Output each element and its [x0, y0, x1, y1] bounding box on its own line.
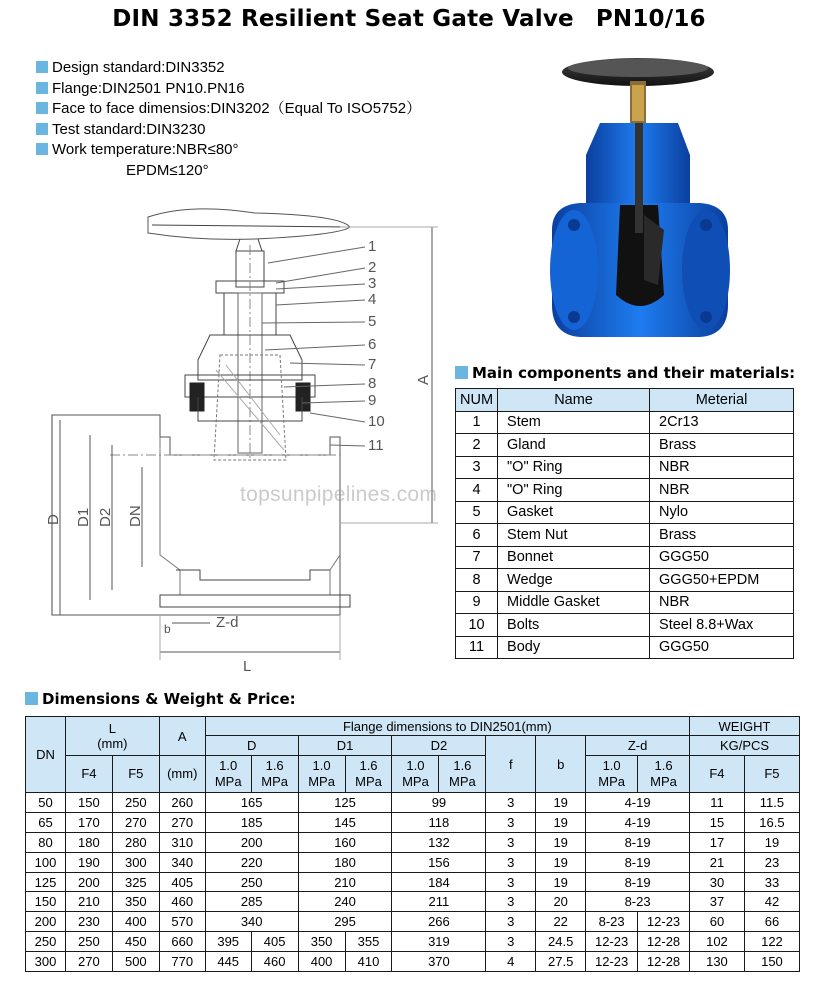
- table-cell: 460: [251, 952, 298, 972]
- table-cell: 250: [112, 793, 159, 813]
- table-cell: 16.5: [744, 812, 799, 832]
- table-cell: Wedge: [498, 569, 650, 592]
- materials-table: [455, 388, 794, 659]
- table-cell: NBR: [650, 591, 794, 614]
- table-cell: 150: [26, 892, 66, 912]
- dim-label-zd: Z-d: [216, 614, 239, 631]
- table-cell: 80: [26, 832, 66, 852]
- table-cell: 3: [456, 456, 498, 479]
- table-cell: 23: [744, 852, 799, 872]
- table-cell: 8-19: [586, 832, 690, 852]
- table-cell: 350: [112, 892, 159, 912]
- table-cell: 355: [345, 932, 392, 952]
- table-cell: Gasket: [498, 501, 650, 524]
- table-cell: 210: [65, 892, 112, 912]
- table-cell: 102: [690, 932, 745, 952]
- table-row: [26, 793, 800, 813]
- table-cell: 3: [486, 832, 536, 852]
- table-cell: 1: [456, 411, 498, 434]
- table-cell: 260: [159, 793, 205, 813]
- table-header-cell: F4: [65, 756, 112, 793]
- callout-number: 11: [368, 437, 384, 454]
- table-cell: 150: [65, 793, 112, 813]
- materials-heading: Main components and their materials:: [455, 364, 795, 382]
- table-row: [26, 912, 800, 932]
- table-cell: 30: [690, 872, 745, 892]
- table-row: [26, 872, 800, 892]
- table-header-cell: 1.6 MPa: [439, 756, 486, 793]
- callout-number: 3: [368, 275, 377, 292]
- table-cell: 500: [112, 952, 159, 972]
- valve-cross-section-drawing: [40, 205, 445, 680]
- table-cell: Bonnet: [498, 546, 650, 569]
- table-cell: 19: [536, 832, 586, 852]
- table-cell: 19: [536, 872, 586, 892]
- bullet-square-icon: [36, 143, 48, 155]
- table-cell: 270: [65, 952, 112, 972]
- dimensions-body: [26, 793, 800, 972]
- table-row: [26, 852, 800, 872]
- table-header-cell: 1.6 MPa: [251, 756, 298, 793]
- table-cell: 310: [159, 832, 205, 852]
- table-cell: 12-23: [586, 952, 638, 972]
- table-row: [456, 501, 794, 524]
- callout-number: 7: [368, 356, 377, 373]
- table-cell: Stem Nut: [498, 524, 650, 547]
- table-header-row: [26, 756, 800, 793]
- table-row: [26, 812, 800, 832]
- table-cell: 190: [65, 852, 112, 872]
- table-cell: 66: [744, 912, 799, 932]
- callout-number: 9: [368, 392, 377, 409]
- table-header-cell: WEIGHT: [690, 717, 800, 736]
- table-cell: 3: [486, 812, 536, 832]
- table-header-cell: 1.0 MPa: [298, 756, 345, 793]
- table-cell: Nylo: [650, 501, 794, 524]
- dim-label-a: A: [415, 374, 432, 385]
- table-cell: 8-19: [586, 852, 690, 872]
- table-cell: 300: [112, 852, 159, 872]
- dimensions-heading: Dimensions & Weight & Price:: [25, 690, 296, 708]
- table-cell: Middle Gasket: [498, 591, 650, 614]
- table-header-cell: 1.6 MPa: [638, 756, 690, 793]
- table-cell: 132: [392, 832, 486, 852]
- table-row: [456, 456, 794, 479]
- table-row: [456, 614, 794, 637]
- table-header-cell: DN: [26, 717, 66, 793]
- table-cell: Brass: [650, 434, 794, 457]
- table-cell: 99: [392, 793, 486, 813]
- table-cell: 12-28: [638, 952, 690, 972]
- table-cell: 200: [26, 912, 66, 932]
- callout-leaders: [262, 247, 365, 446]
- table-cell: 295: [298, 912, 392, 932]
- title-pressure: PN10/16: [595, 6, 706, 32]
- table-cell: 3: [486, 852, 536, 872]
- table-header-cell: 1.6 MPa: [345, 756, 392, 793]
- table-cell: 3: [486, 912, 536, 932]
- table-header-cell: A: [159, 717, 205, 756]
- table-cell: 7: [456, 546, 498, 569]
- table-header-cell: 1.0 MPa: [392, 756, 439, 793]
- table-cell: 180: [298, 852, 392, 872]
- table-header-cell: F5: [744, 756, 799, 793]
- table-cell: 3: [486, 793, 536, 813]
- callout-number: 10: [368, 413, 385, 430]
- spec-item: Design standard:DIN3352: [36, 58, 421, 79]
- page-title: [0, 6, 818, 32]
- table-cell: 4: [486, 952, 536, 972]
- table-cell: 20: [536, 892, 586, 912]
- table-cell: 60: [690, 912, 745, 932]
- table-cell: 270: [159, 812, 205, 832]
- dim-label-d1: D1: [75, 507, 92, 527]
- table-row: [26, 892, 800, 912]
- callout-number: 5: [368, 313, 377, 330]
- callout-number: 1: [368, 238, 377, 255]
- table-cell: 2Cr13: [650, 411, 794, 434]
- table-cell: 770: [159, 952, 205, 972]
- table-cell: 10: [456, 614, 498, 637]
- table-cell: 42: [744, 892, 799, 912]
- table-cell: 170: [65, 812, 112, 832]
- spec-list: [36, 58, 421, 181]
- table-header-cell: F5: [112, 756, 159, 793]
- table-cell: 165: [205, 793, 298, 813]
- table-row: [456, 636, 794, 659]
- table-cell: 8: [456, 569, 498, 592]
- spec-item: Face to face dimensios:DIN3202（Equal To ISO5752）: [36, 99, 421, 120]
- table-cell: Steel 8.8+Wax: [650, 614, 794, 637]
- table-cell: 50: [26, 793, 66, 813]
- table-cell: 211: [392, 892, 486, 912]
- table-header-cell: 1.0 MPa: [586, 756, 638, 793]
- table-cell: 660: [159, 932, 205, 952]
- table-cell: GGG50: [650, 636, 794, 659]
- spec-item: Work temperature:NBR≤80°: [36, 140, 421, 161]
- table-cell: 8-19: [586, 872, 690, 892]
- table-row: [456, 591, 794, 614]
- table-cell: 3: [486, 892, 536, 912]
- table-cell: 285: [205, 892, 298, 912]
- table-cell: 100: [26, 852, 66, 872]
- bullet-square-icon: [25, 692, 38, 705]
- table-cell: 12-23: [638, 912, 690, 932]
- table-header-cell: f: [486, 736, 536, 793]
- table-cell: 3: [486, 872, 536, 892]
- table-cell: 230: [65, 912, 112, 932]
- table-cell: 370: [392, 952, 486, 972]
- bullet-square-icon: [36, 61, 48, 73]
- table-cell: 22: [536, 912, 586, 932]
- table-cell: 19: [536, 793, 586, 813]
- table-cell: 270: [112, 812, 159, 832]
- table-cell: 340: [159, 852, 205, 872]
- table-cell: "O" Ring: [498, 456, 650, 479]
- table-cell: 8-23: [586, 912, 638, 932]
- table-row: [26, 952, 800, 972]
- table-cell: 180: [65, 832, 112, 852]
- table-header-cell: L (mm): [65, 717, 159, 756]
- table-cell: 185: [205, 812, 298, 832]
- dimensions-table: [25, 716, 800, 972]
- table-cell: 19: [536, 852, 586, 872]
- table-cell: 200: [205, 832, 298, 852]
- table-cell: Stem: [498, 411, 650, 434]
- table-cell: 319: [392, 932, 486, 952]
- table-cell: 220: [205, 852, 298, 872]
- bullet-square-icon: [36, 102, 48, 114]
- table-cell: 250: [26, 932, 66, 952]
- table-cell: 184: [392, 872, 486, 892]
- table-cell: 460: [159, 892, 205, 912]
- table-cell: 118: [392, 812, 486, 832]
- table-cell: 4-19: [586, 812, 690, 832]
- handwheel-drawing: [148, 209, 350, 251]
- bullet-square-icon: [36, 82, 48, 94]
- table-cell: 19: [536, 812, 586, 832]
- dim-label-b: b: [164, 622, 171, 636]
- table-cell: 125: [298, 793, 392, 813]
- col-material: Meterial: [650, 389, 794, 412]
- col-num: NUM: [456, 389, 498, 412]
- table-cell: 150: [744, 952, 799, 972]
- table-cell: 19: [744, 832, 799, 852]
- table-header-cell: Flange dimensions to DIN2501(mm): [205, 717, 689, 736]
- table-cell: Brass: [650, 524, 794, 547]
- table-cell: 325: [112, 872, 159, 892]
- table-cell: 280: [112, 832, 159, 852]
- table-cell: 240: [298, 892, 392, 912]
- watermark: topsunpipelines.com: [240, 483, 438, 506]
- table-cell: 130: [690, 952, 745, 972]
- table-cell: 122: [744, 932, 799, 952]
- table-cell: 2: [456, 434, 498, 457]
- table-cell: 400: [298, 952, 345, 972]
- table-cell: 300: [26, 952, 66, 972]
- bullet-square-icon: [455, 366, 468, 379]
- table-cell: 445: [205, 952, 251, 972]
- dim-label-d2: D2: [97, 507, 114, 527]
- spec-item: Test standard:DIN3230: [36, 120, 421, 141]
- table-cell: 405: [159, 872, 205, 892]
- table-header-cell: 1.0 MPa: [205, 756, 251, 793]
- table-cell: GGG50: [650, 546, 794, 569]
- col-name: Name: [498, 389, 650, 412]
- table-cell: 9: [456, 591, 498, 614]
- table-row: [456, 411, 794, 434]
- callout-number: 6: [368, 336, 377, 353]
- spec-item: Flange:DIN2501 PN10.PN16: [36, 79, 421, 100]
- table-header-cell: D1: [298, 736, 392, 756]
- callout-number: 4: [368, 291, 377, 308]
- table-row: [26, 832, 800, 852]
- table-cell: 15: [690, 812, 745, 832]
- table-cell: 200: [65, 872, 112, 892]
- callout-number: 8: [368, 375, 377, 392]
- table-cell: 8-23: [586, 892, 690, 912]
- bonnet-drawing: [185, 245, 315, 460]
- table-header-cell: b: [536, 736, 586, 793]
- table-cell: 400: [112, 912, 159, 932]
- table-cell: 12-23: [586, 932, 638, 952]
- table-cell: Body: [498, 636, 650, 659]
- table-cell: 5: [456, 501, 498, 524]
- table-cell: 11: [690, 793, 745, 813]
- table-cell: 125: [26, 872, 66, 892]
- table-cell: 410: [345, 952, 392, 972]
- table-cell: 33: [744, 872, 799, 892]
- table-cell: 570: [159, 912, 205, 932]
- table-cell: 27.5: [536, 952, 586, 972]
- table-cell: 37: [690, 892, 745, 912]
- valve-product-photo: [540, 55, 730, 355]
- table-row: [456, 524, 794, 547]
- table-cell: 12-28: [638, 932, 690, 952]
- table-cell: Gland: [498, 434, 650, 457]
- table-row: [456, 479, 794, 502]
- table-cell: 145: [298, 812, 392, 832]
- table-cell: 65: [26, 812, 66, 832]
- table-cell: 340: [205, 912, 298, 932]
- table-cell: Bolts: [498, 614, 650, 637]
- table-cell: 11: [456, 636, 498, 659]
- dim-label-d: D: [45, 514, 62, 525]
- table-header-row: [26, 717, 800, 736]
- bullet-square-icon: [36, 123, 48, 135]
- table-cell: 250: [65, 932, 112, 952]
- table-cell: 405: [251, 932, 298, 952]
- table-header-row: [456, 389, 794, 412]
- table-cell: NBR: [650, 456, 794, 479]
- table-cell: "O" Ring: [498, 479, 650, 502]
- materials-body: [456, 411, 794, 659]
- table-cell: 17: [690, 832, 745, 852]
- table-cell: 210: [298, 872, 392, 892]
- table-header-cell: F4: [690, 756, 745, 793]
- table-header-cell: (mm): [159, 756, 205, 793]
- table-cell: NBR: [650, 479, 794, 502]
- table-row: [456, 434, 794, 457]
- table-cell: 160: [298, 832, 392, 852]
- table-row: [26, 932, 800, 952]
- table-header-cell: Z-d: [586, 736, 690, 756]
- table-cell: 156: [392, 852, 486, 872]
- title-main: DIN 3352 Resilient Seat Gate Valve: [112, 6, 574, 32]
- table-header-cell: KG/PCS: [690, 736, 800, 756]
- spec-item-continued: EPDM≤120°: [126, 161, 209, 179]
- table-cell: 11.5: [744, 793, 799, 813]
- table-cell: 266: [392, 912, 486, 932]
- table-cell: 4: [456, 479, 498, 502]
- table-cell: 450: [112, 932, 159, 952]
- table-row: [456, 569, 794, 592]
- table-cell: 3: [486, 932, 536, 952]
- table-cell: 21: [690, 852, 745, 872]
- table-cell: GGG50+EPDM: [650, 569, 794, 592]
- table-cell: 350: [298, 932, 345, 952]
- table-row: [456, 546, 794, 569]
- table-cell: 24.5: [536, 932, 586, 952]
- callout-number: 2: [368, 259, 377, 276]
- table-cell: 250: [205, 872, 298, 892]
- table-header-cell: D: [205, 736, 298, 756]
- table-cell: 6: [456, 524, 498, 547]
- table-cell: 4-19: [586, 793, 690, 813]
- table-cell: 395: [205, 932, 251, 952]
- dim-label-dn: DN: [127, 505, 144, 527]
- table-header-cell: D2: [392, 736, 486, 756]
- dim-label-l: L: [243, 658, 252, 675]
